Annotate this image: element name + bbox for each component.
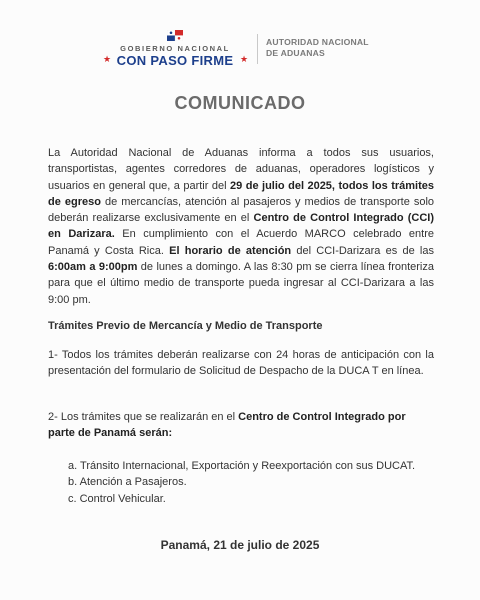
agency-line1: AUTORIDAD NACIONAL bbox=[266, 37, 369, 47]
date-footer: Panamá, 21 de julio de 2025 bbox=[160, 538, 320, 552]
list-item: b. Atención a Pasajeros. bbox=[68, 476, 187, 489]
services-list bbox=[68, 458, 415, 507]
bold-text-segment: Centro de Control Integrado (CCI) en Darizara. bbox=[48, 212, 434, 241]
text-segment: de lunes a domingo. A las 8:30 pm se cierra línea fronteriza para que el último medio de transporte pueda ingresar al CCI-Darizara a las 9:00 pm. bbox=[48, 261, 434, 306]
page-title: COMUNICADO bbox=[174, 93, 306, 113]
text-segment: 2- Los trámites que se realizarán en el bbox=[48, 411, 239, 423]
logo-line1: GOBIERNO NACIONAL bbox=[120, 44, 230, 53]
header bbox=[0, 0, 480, 80]
text-segment: La Autoridad Nacional de Aduanas informa a todos sus usuarios, transportistas, agentes corredores de aduanas, operadores logísticos y usuarios en general que, a partir del bbox=[48, 147, 434, 192]
list-item: a. Tránsito Internacional, Exportación y Reexportación con sus DUCAT. bbox=[68, 460, 416, 472]
bold-text-segment: Centro de Control Integrado por parte de Panamá serán: bbox=[48, 411, 406, 440]
bold-text-segment: El horario de atención bbox=[169, 244, 292, 257]
paragraph-1 bbox=[48, 145, 434, 308]
paragraph-3 bbox=[48, 409, 434, 442]
text-segment: de mercancías, atención al pasajeros y medios de transporte solo deberán realizarse exclusivamente en el bbox=[48, 195, 435, 225]
header-divider bbox=[257, 34, 258, 64]
text-segment: En cumplimiento con el Acuerdo MARCO celebrado entre Panamá y Costa Rica. bbox=[48, 228, 434, 257]
bold-text-segment: 29 de julio del 2025, todos los trámites de egreso bbox=[48, 179, 435, 208]
panama-flag-icon bbox=[167, 30, 183, 41]
logo-line2: CON PASO FIRME bbox=[116, 53, 234, 68]
subheading: Trámites Previo de Mercancía y Medio de Transporte bbox=[48, 320, 323, 332]
star-icon: ★ bbox=[103, 54, 112, 64]
paragraph-2: 1- Todos los trámites deberán realizarse con 24 horas de anticipación con la presentación del formulario de Solicitud de Despacho de la DUCA T en línea. bbox=[48, 349, 434, 378]
bold-text-segment: 6:00am a 9:00pm bbox=[48, 261, 138, 274]
gobierno-logo bbox=[100, 30, 250, 70]
text-segment: del CCI-Darizara es de las bbox=[291, 244, 434, 257]
agency-logo bbox=[266, 37, 369, 59]
star-icon: ★ bbox=[240, 54, 249, 64]
list-item: c. Control Vehicular. bbox=[68, 492, 166, 505]
agency-line2: DE ADUANAS bbox=[266, 48, 325, 58]
